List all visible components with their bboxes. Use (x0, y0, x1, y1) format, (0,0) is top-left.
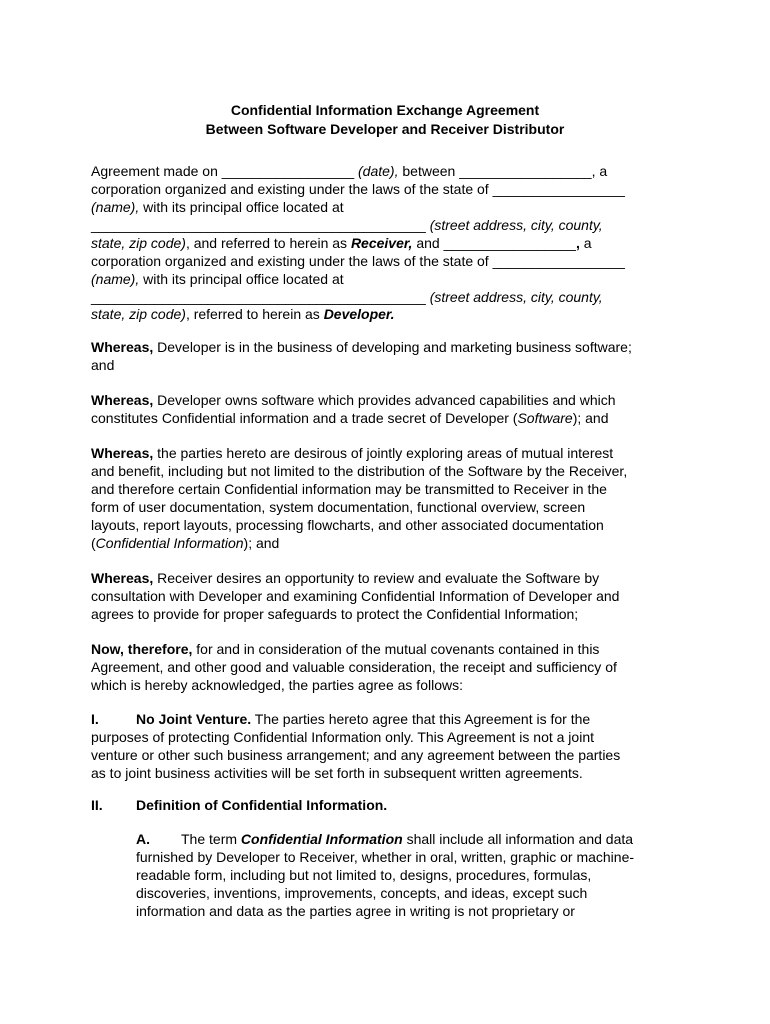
recital-line: agrees to provide for proper safeguards to protect the Confidential Information; (91, 606, 579, 622)
section-heading-line: No Joint Venture. The parties hereto agree that this Agreement is for the (136, 711, 591, 727)
recital-line: layouts, report layouts, processing flowcharts, and other associated documentation (91, 517, 604, 533)
subsection-line: furnished by Developer to Receiver, whether in oral, written, graphic or machine- (136, 849, 635, 865)
intro-line: (name), with its principal office located at (91, 271, 344, 287)
recital-line: Whereas, the parties hereto are desirous of jointly exploring areas of mutual interest (91, 445, 614, 461)
recital-line: Whereas, Receiver desires an opportunity to review and evaluate the Software by (91, 570, 600, 586)
subsection-number: A. (136, 831, 150, 847)
section-line: purposes of protecting Confidential Information only. This Agreement is not a joint (91, 729, 594, 745)
document-title: Confidential Information Exchange Agreement (230, 102, 540, 118)
section-number: I. (91, 711, 99, 727)
operative-line: Agreement, and other good and valuable consideration, the receipt and sufficiency of (91, 659, 617, 675)
section-line: as to joint business activities will be set forth in subsequent written agreements. (91, 765, 583, 781)
document-subtitle: Between Software Developer and Receiver Distributor (205, 121, 565, 137)
recital-line: consultation with Developer and examining Confidential Information of Developer and (91, 588, 620, 604)
section-heading: Definition of Confidential Information. (136, 797, 388, 813)
intro-line: Agreement made on _________________ (date), between _________________, a (91, 163, 608, 179)
intro-line: ___________________________________________ (street address, city, county, (91, 217, 603, 233)
recital-line: and therefore certain Confidential information may be transmitted to Receiver in the (91, 481, 607, 497)
recital-line: constitutes Confidential information and a trade secret of Developer (Software); and (91, 410, 609, 426)
recital-line: Whereas, Developer is in the business of developing and marketing business software; (91, 339, 632, 355)
subsection-line: discoveries, inventions, improvements, concepts, and ideas, except such (136, 885, 588, 901)
intro-line: ___________________________________________ (street address, city, county, (91, 289, 603, 305)
operative-line: which is hereby acknowledged, the parties agree as follows: (91, 677, 463, 693)
section-line: venture or other such business arrangement; and any agreement between the parties (91, 747, 621, 763)
subsection-line: The term Confidential Information shall include all information and data (181, 831, 634, 847)
recital-line: (Confidential Information); and (91, 535, 280, 551)
section-number: II. (91, 797, 103, 813)
subsection-line: information and data as the parties agree in writing is not proprietary or (136, 903, 575, 919)
recital-line: and (91, 357, 115, 373)
operative-line: Now, therefore, for and in consideration of the mutual covenants contained in this (91, 641, 600, 657)
recital-line: form of user documentation, system documentation, functional overview, screen (91, 499, 586, 515)
intro-line: state, zip code), and referred to herein as Receiver, and _________________, a (91, 235, 592, 251)
recital-line: Whereas, Developer owns software which provides advanced capabilities and which (91, 392, 616, 408)
intro-line: state, zip code), referred to herein as Developer. (91, 306, 395, 322)
recital-line: and benefit, including but not limited to the distribution of the Software by the Receiver, (91, 463, 628, 479)
intro-line: corporation organized and existing under the laws of the state of _________________ (91, 181, 625, 197)
intro-line: corporation organized and existing under the laws of the state of _________________ (91, 253, 625, 269)
subsection-line: readable form, including but not limited to, designs, procedures, formulas, (136, 867, 592, 883)
intro-line: (name), with its principal office located at (91, 199, 344, 215)
